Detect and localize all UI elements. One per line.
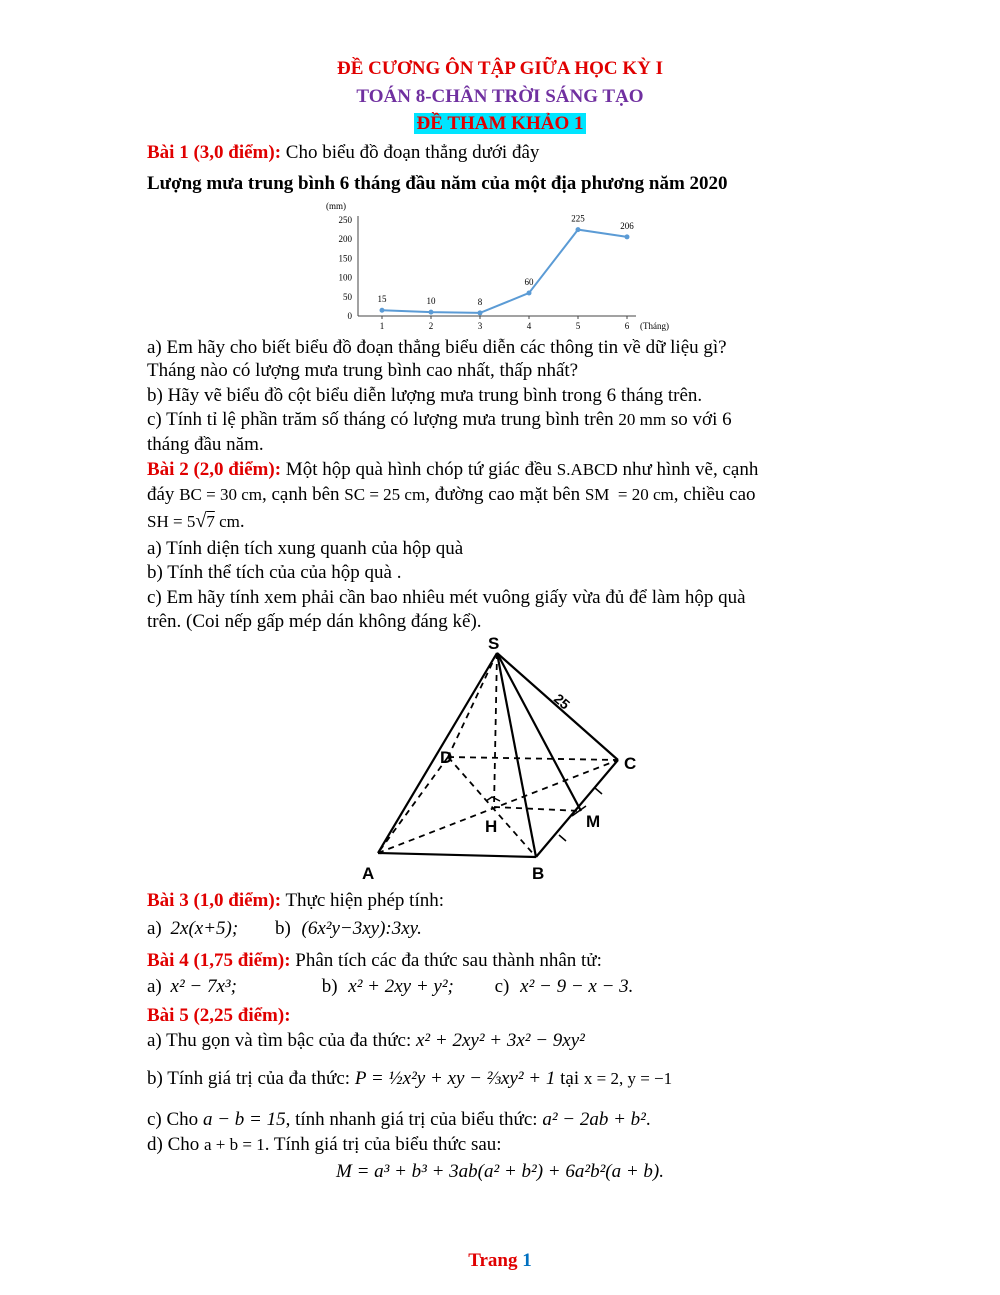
doc-subtitle: TOÁN 8-CHÂN TRỜI SÁNG TẠO [356,86,644,107]
bai1-qb: b) Hãy vẽ biểu đồ cột biểu diễn lượng mưa trung bình trong 6 tháng trên. [147,385,703,406]
y-tick-label: 100 [338,272,352,283]
vertex-A: A [362,864,375,883]
y-tick-label: 50 [343,291,352,302]
data-point [478,310,483,315]
x-tick-label: 3 [477,321,483,331]
bai5-b-text: b) Tính giá trị của đa thức: [147,1068,355,1089]
bai4-c-label: c) [494,976,510,997]
bai3-label: Bài 3 (1,0 điểm): [147,890,282,911]
bai1-qa1: a) Em hãy cho biết biểu đồ đoạn thẳng biểu diễn các thông tin về dữ liệu gì? [147,337,727,358]
page-footer [0,1250,1000,1272]
bai4-heading [147,950,602,972]
exam-label: ĐỀ THAM KHẢO 1 [414,113,587,134]
bai1-qc2: tháng đầu năm. [147,434,264,455]
chart-caption: Lượng mưa trung bình 6 tháng đầu năm của một địa phương năm 2020 [147,173,728,194]
y-axis-label: (mm) [326,201,346,211]
series-line [382,230,627,313]
x-axis-label: (Tháng) [640,321,669,331]
bai1-qc1-end: so với 6 [666,409,732,430]
sqrt-sign: √ [195,510,207,532]
point-H: H [485,817,498,836]
bai2-l2-c: , đường cao mặt bên [425,484,585,505]
bai1-label: Bài 1 (3,0 điểm): [147,142,282,163]
bai5-d-math1: a + b = 1 [204,1135,265,1154]
vertex-D: D [440,748,453,767]
bai2-qa: a) Tính diện tích xung quanh của hộp quà [147,538,464,559]
x-tick-label: 6 [624,321,630,331]
vertex-B: B [532,864,545,883]
bai4-b-expr: x² + 2xy + y²; [348,976,454,997]
bai1-qc-math: 20 mm [618,410,667,429]
exam-label-wrap [0,113,1000,135]
y-tick-label: 0 [347,311,352,321]
bai5-c-math1: a − b = 15 [202,1109,286,1130]
bai5-a-expr: x² + 2xy² + 3x² − 9xy² [416,1030,585,1051]
bai2-l2-a: đáy [147,484,180,505]
page-number: 1 [522,1250,532,1271]
bai4-b-label: b) [321,976,338,997]
bai2-heading [147,459,758,481]
bai2-line2 [147,484,756,506]
data-point [380,308,385,313]
bai2-l3-end: . [239,511,245,532]
vertex-C: C [624,754,637,773]
bai3-intro: Thực hiện phép tính: [281,890,445,911]
bai1-qc1-text: c) Tính tỉ lệ phần trăm số tháng có lượng mưa trung bình trên [147,409,619,430]
bai5-c-text1: c) Cho [147,1109,203,1130]
data-point [527,290,532,295]
data-label: 10 [426,296,436,307]
bai5-b-expr: P = ½x²y + xy − ⅔xy² + 1 [354,1068,556,1089]
data-point [625,234,630,239]
data-point [576,227,581,232]
bai1-qc1 [147,409,732,431]
data-point [429,310,434,315]
bai5-b [147,1068,672,1090]
data-label: 15 [377,294,387,305]
bai5-d-text2: . Tính giá trị của biểu thức sau: [264,1134,502,1155]
bai2-line3 [147,510,245,533]
bai2-l2-m1: BC = 30 cm [179,485,262,504]
bai1-intro: Cho biểu đồ đoạn thẳng dưới đây [281,142,540,163]
bai5-d-text1: d) Cho [147,1134,204,1155]
bai3-b-expr: (6x²y−3xy):3xy. [301,918,422,939]
bai2-qc1: c) Em hãy tính xem phải cần bao nhiêu mét vuông giấy vừa đủ để làm hộp quà [147,587,746,608]
y-tick-label: 200 [338,234,352,245]
x-tick-label: 1 [379,321,385,331]
bai5-c-math2: a² − 2ab + b² [542,1109,646,1130]
bai2-sh-post: cm [214,512,240,531]
data-label: 225 [571,213,585,224]
edge-length-label: 25 [550,690,574,713]
bai5-d [147,1134,502,1156]
data-label: 206 [620,220,634,231]
bai5-b-tai: tại [555,1068,584,1089]
bai4-items [147,976,633,998]
bai2-l1-end: như hình vẽ, cạnh [617,459,759,480]
bai5-a [147,1030,585,1052]
bai4-c-expr: x² − 9 − x − 3. [520,976,634,997]
doc-title: ĐỀ CƯƠNG ÔN TẬP GIỮA HỌC KỲ I [336,58,663,79]
bai2-l2-d: , chiều cao [673,484,756,505]
bai2-qb: b) Tính thể tích của của hộp quà . [147,562,402,583]
bai1-qa2: Tháng nào có lượng mưa trung bình cao nhất, thấp nhất? [147,360,579,381]
bai5-d-expr-line [336,1161,664,1183]
bai2-l1-text: Một hộp quà hình chóp tứ giác đều [281,459,557,480]
bai4-intro: Phân tích các đa thức sau thành nhân tử: [290,950,602,971]
vertex-S: S [488,635,500,653]
data-label: 8 [477,296,483,307]
bai2-l2-m3: SM = 20 cm [584,485,674,504]
bai5-c-text2: , tính nhanh giá trị của biểu thức: [285,1109,543,1130]
bai2-sh-math [147,512,240,531]
bai5-d-expr: M = a³ + b³ + 3ab(a² + b²) + 6a²b²(a + b). [336,1161,664,1182]
bai3-heading [147,890,444,912]
bai5-c-end: . [645,1109,651,1130]
bai2-qc2: trên. (Coi nếp gấp mép dán không đáng kể). [147,611,482,632]
bai2-sh-pre: SH = 5 [147,512,196,531]
footer-label: Trang [468,1250,518,1271]
bai5-heading [147,1005,291,1027]
x-tick-label: 2 [428,321,434,331]
bai5-a-text: a) Thu gọn và tìm bậc của đa thức: [147,1030,416,1051]
bai2-label: Bài 2 (2,0 điểm): [147,459,282,480]
x-tick-label: 4 [526,321,532,331]
bai1-heading [147,142,539,164]
bai2-sh-rad: 7 [206,512,215,531]
bai2-l2-b: , cạnh bên [261,484,345,505]
bai3-a-expr: 2x(x+5); [170,918,239,939]
bai3-items [147,918,422,940]
bai2-l2-m2: SC = 25 cm [344,485,426,504]
bai4-a-expr: x² − 7x³; [170,976,237,997]
bai3-a-label: a) [147,918,162,939]
bai5-b-cond: x = 2, y = −1 [583,1069,673,1088]
x-tick-label: 5 [575,321,581,331]
point-M: M [586,812,601,831]
y-tick-label: 250 [338,215,352,225]
rainfall-line-chart [318,198,688,336]
bai4-label: Bài 4 (1,75 điểm): [147,950,291,971]
bai5-c [147,1109,651,1131]
y-tick-label: 150 [338,253,352,264]
bai2-l1-math: S.ABCD [556,460,618,479]
pyramid-figure [360,635,650,885]
data-label: 60 [524,276,534,287]
bai4-a-label: a) [147,976,162,997]
bai3-b-label: b) [274,918,291,939]
bai5-label: Bài 5 (2,25 điểm): [147,1005,291,1026]
